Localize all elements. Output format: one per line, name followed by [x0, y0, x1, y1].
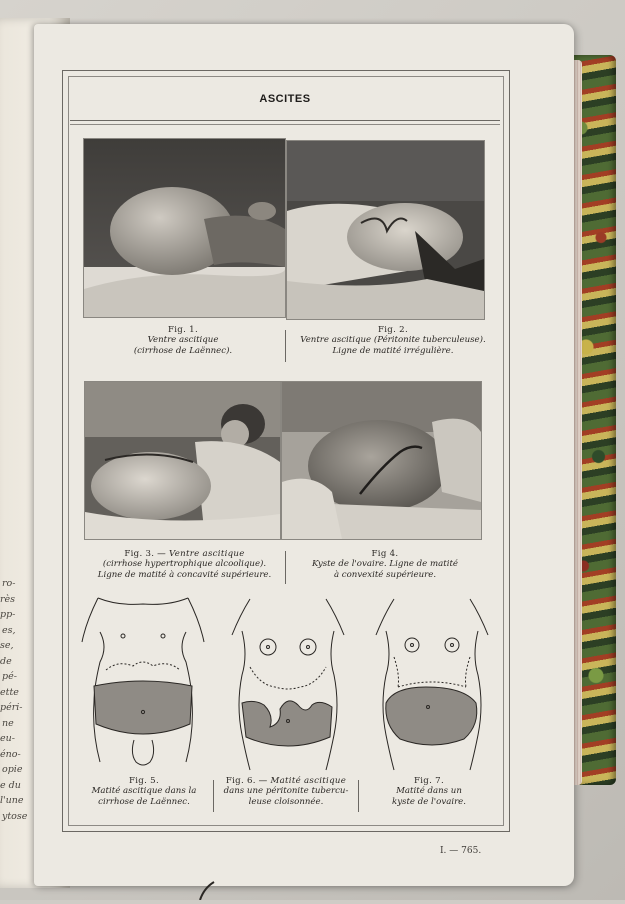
left-page-line: pp-	[0, 609, 16, 620]
fig3-photo	[84, 381, 281, 540]
fig1-photo	[83, 138, 286, 318]
title-rule	[70, 124, 500, 125]
left-page-line: ytose	[2, 810, 28, 822]
caption-divider-3	[213, 780, 214, 812]
fig4-number: Fig 4.	[371, 549, 399, 559]
fig1-line2: (cirrhose de Laënnec).	[133, 345, 233, 356]
fig2-number: Fig. 2.	[378, 325, 408, 335]
left-page-line: de	[0, 655, 12, 667]
left-page-line: l'une	[0, 795, 24, 806]
left-page-line: rès	[0, 593, 16, 605]
fig7-drawing	[364, 595, 500, 772]
fig4-line1: Kyste de l'ovaire. Ligne de matité	[311, 559, 459, 570]
fig3-title: — Ventre ascitique	[157, 549, 245, 559]
fig3-caption	[82, 549, 287, 580]
fig7-line2: kyste de l'ovaire.	[392, 796, 466, 807]
fig3-number: Fig. 3.	[124, 549, 155, 559]
fig6-line2: leuse cloisonnée.	[248, 796, 324, 807]
fig5-caption	[80, 776, 208, 807]
fig5-line1: Matité ascitique dans la	[91, 786, 197, 797]
bookmark-ribbon	[196, 880, 226, 900]
fig2-photo	[286, 140, 485, 320]
fig4-caption	[290, 549, 480, 580]
fig1-caption	[83, 325, 283, 356]
fig2-caption	[288, 325, 498, 356]
left-page-line: e du	[0, 779, 21, 791]
fig6-drawing	[220, 595, 356, 772]
fig6-line1: dans une péritonite tubercu-	[223, 786, 349, 797]
fig2-line2: Ligne de matité irrégulière.	[332, 345, 454, 356]
title-box	[70, 78, 500, 121]
caption-divider-4	[358, 780, 359, 812]
fig6-number: Fig. 6.	[225, 776, 256, 786]
fig7-caption	[362, 776, 496, 807]
fig6-title: — Matité ascitique	[258, 776, 347, 786]
caption-divider-1	[285, 330, 286, 362]
fig3-line2: Ligne de matité à concavité supérieure.	[97, 569, 272, 580]
page-number: I. — 765.	[440, 846, 482, 856]
fig6-caption	[216, 776, 356, 807]
left-page-line: pé-	[2, 671, 17, 682]
fig4-line2: à convexité supérieure.	[333, 569, 437, 580]
fig2-line1: Ventre ascitique (Péritonite tuberculeuse).	[300, 335, 486, 346]
left-page-line: se,	[0, 640, 14, 651]
page-title: ASCITES	[259, 93, 311, 105]
left-page-line: es,	[2, 624, 16, 636]
fig5-line2: cirrhose de Laënnec.	[98, 796, 190, 807]
fig5-drawing	[78, 592, 208, 772]
fig4-photo	[281, 381, 482, 540]
left-page-line: péri-	[0, 702, 23, 713]
fig7-number: Fig. 7.	[414, 776, 444, 786]
left-page-line: ette	[0, 686, 19, 698]
caption-divider-2	[285, 551, 286, 584]
left-page-line: éno-	[0, 748, 21, 760]
fig7-line1: Matité dans un	[396, 786, 462, 797]
left-page-line: ne	[2, 717, 14, 729]
fig3-line1: (cirrhose hypertrophique alcoolique).	[102, 559, 267, 570]
left-page-line: opie	[2, 764, 23, 775]
left-page-line: eu-	[0, 733, 15, 744]
left-page-line: ro-	[2, 578, 16, 589]
fig1-line1: Ventre ascitique	[147, 335, 219, 346]
fig5-number: Fig. 5.	[129, 776, 159, 786]
fig1-number: Fig. 1.	[168, 325, 198, 335]
